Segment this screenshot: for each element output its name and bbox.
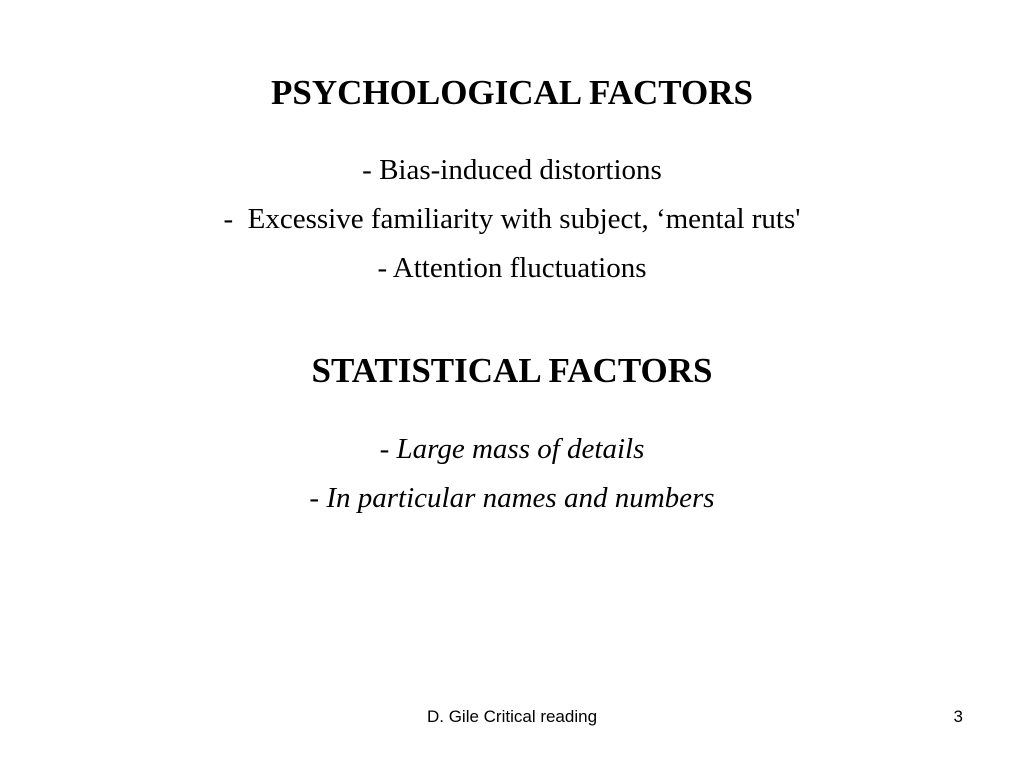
slide-number: 3 (953, 707, 963, 726)
statistical-item-mass (0, 432, 1024, 466)
statistical-item-names-prefix: - (309, 482, 327, 514)
psychological-item-bias: - Bias-induced distortions (362, 154, 662, 186)
psychological-item-attention: - Attention fluctuations (377, 252, 647, 284)
statistical-item-mass-prefix: - (379, 433, 397, 465)
statistical-item-names-text: In particular names and numbers (326, 482, 715, 514)
statistical-item-mass-text: Large mass of details (396, 433, 645, 465)
footer-text: D. Gile Critical reading (426, 707, 598, 726)
psychological-factors-heading: PSYCHOLOGICAL FACTORS (271, 73, 753, 112)
statistical-factors-heading: STATISTICAL FACTORS (311, 351, 713, 390)
statistical-item-names (0, 481, 1024, 515)
psychological-item-familiarity: - Excessive familiarity with subject, ‘mental ruts' (223, 203, 801, 235)
